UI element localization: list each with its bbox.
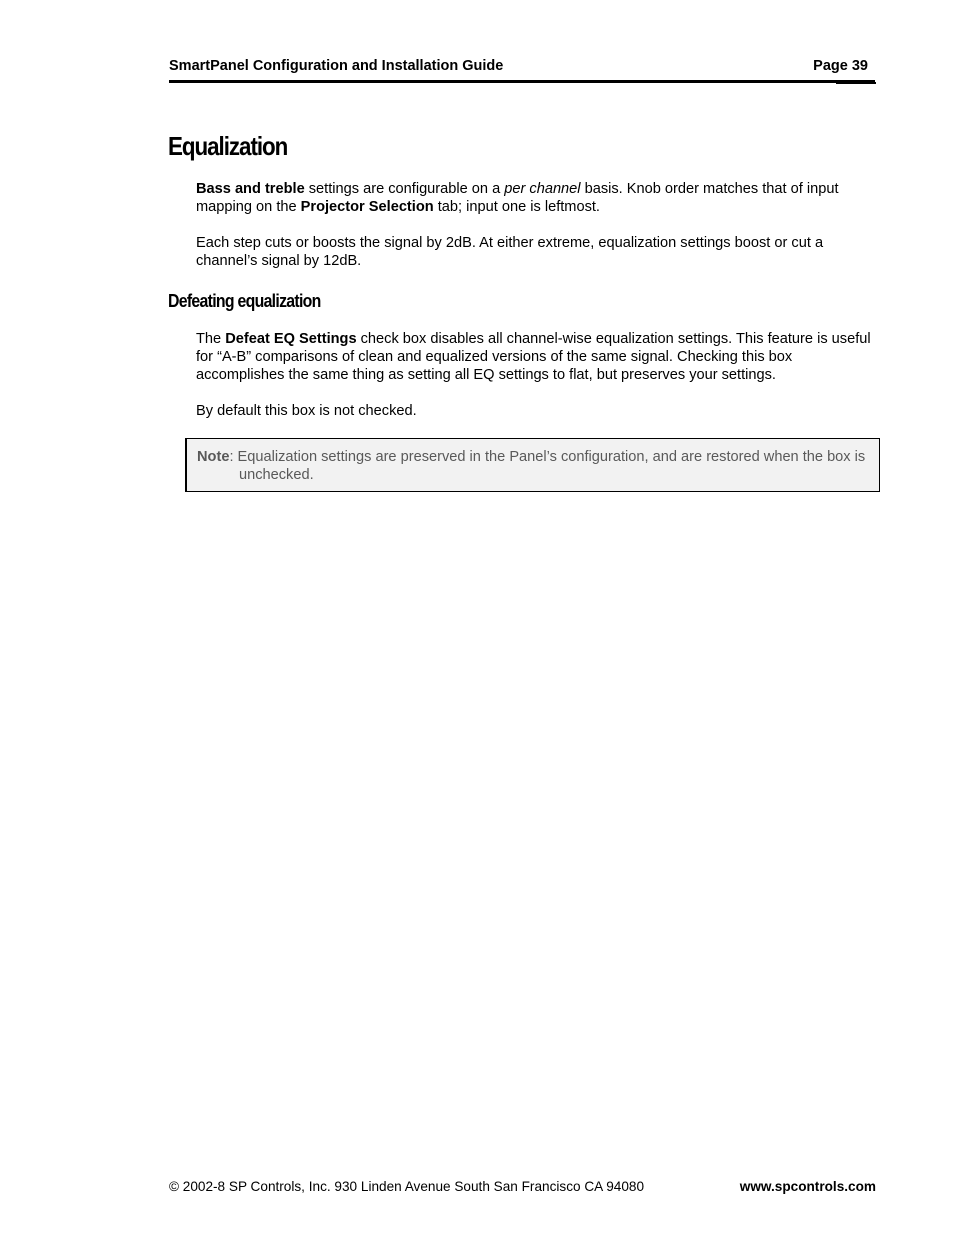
note-text bbox=[197, 448, 911, 484]
document-title: SmartPanel Configuration and Installation Guide bbox=[169, 58, 504, 74]
header-divider-accent bbox=[836, 82, 876, 84]
paragraph-text: settings are configurable on a bbox=[304, 181, 505, 197]
note-body: : Equalization settings are preserved in the Panel’s configuration, and are restored when the box is unchecked. bbox=[229, 449, 866, 483]
note-box bbox=[185, 438, 880, 492]
defeat-paragraph-1 bbox=[196, 330, 876, 384]
footer-copyright: © 2002-8 SP Controls, Inc. 930 Linden Avenue South San Francisco CA 94080 bbox=[169, 1179, 645, 1194]
section-title: Equalization bbox=[168, 131, 288, 161]
defeat-paragraph-2: By default this box is not checked. bbox=[196, 403, 417, 419]
page-header bbox=[169, 57, 875, 75]
defeat-eq-term: Defeat EQ Settings bbox=[225, 331, 357, 347]
note-label: Note bbox=[197, 449, 230, 465]
bass-treble-term: Bass and treble bbox=[196, 181, 305, 197]
subsection-title: Defeating equalization bbox=[168, 291, 321, 311]
per-channel-term: per channel bbox=[504, 181, 581, 197]
paragraph-text: tab; input one is leftmost. bbox=[433, 199, 600, 215]
paragraph-text: The bbox=[196, 331, 226, 347]
paragraph-text: check box disables all channel-wise equalization settings. This feature is useful for “A-B” comparisons of clean and equalized versions of the same signal. Checking this box accomplishes the same thing as setting all EQ settings to flat, but preserves your settings. bbox=[196, 331, 871, 383]
footer-website: www.spcontrols.com bbox=[739, 1179, 876, 1194]
header-divider bbox=[169, 80, 875, 83]
page-number: Page 39 bbox=[813, 58, 868, 74]
equalization-paragraph-2: Each step cuts or boosts the signal by 2dB. At either extreme, equalization settings boost or cut a channel’s signal by 12dB. bbox=[196, 235, 824, 269]
projector-selection-term: Projector Selection bbox=[300, 199, 434, 215]
paragraph-text: basis. Knob order matches that of input mapping on the bbox=[196, 181, 839, 215]
equalization-paragraph-1 bbox=[196, 180, 876, 216]
